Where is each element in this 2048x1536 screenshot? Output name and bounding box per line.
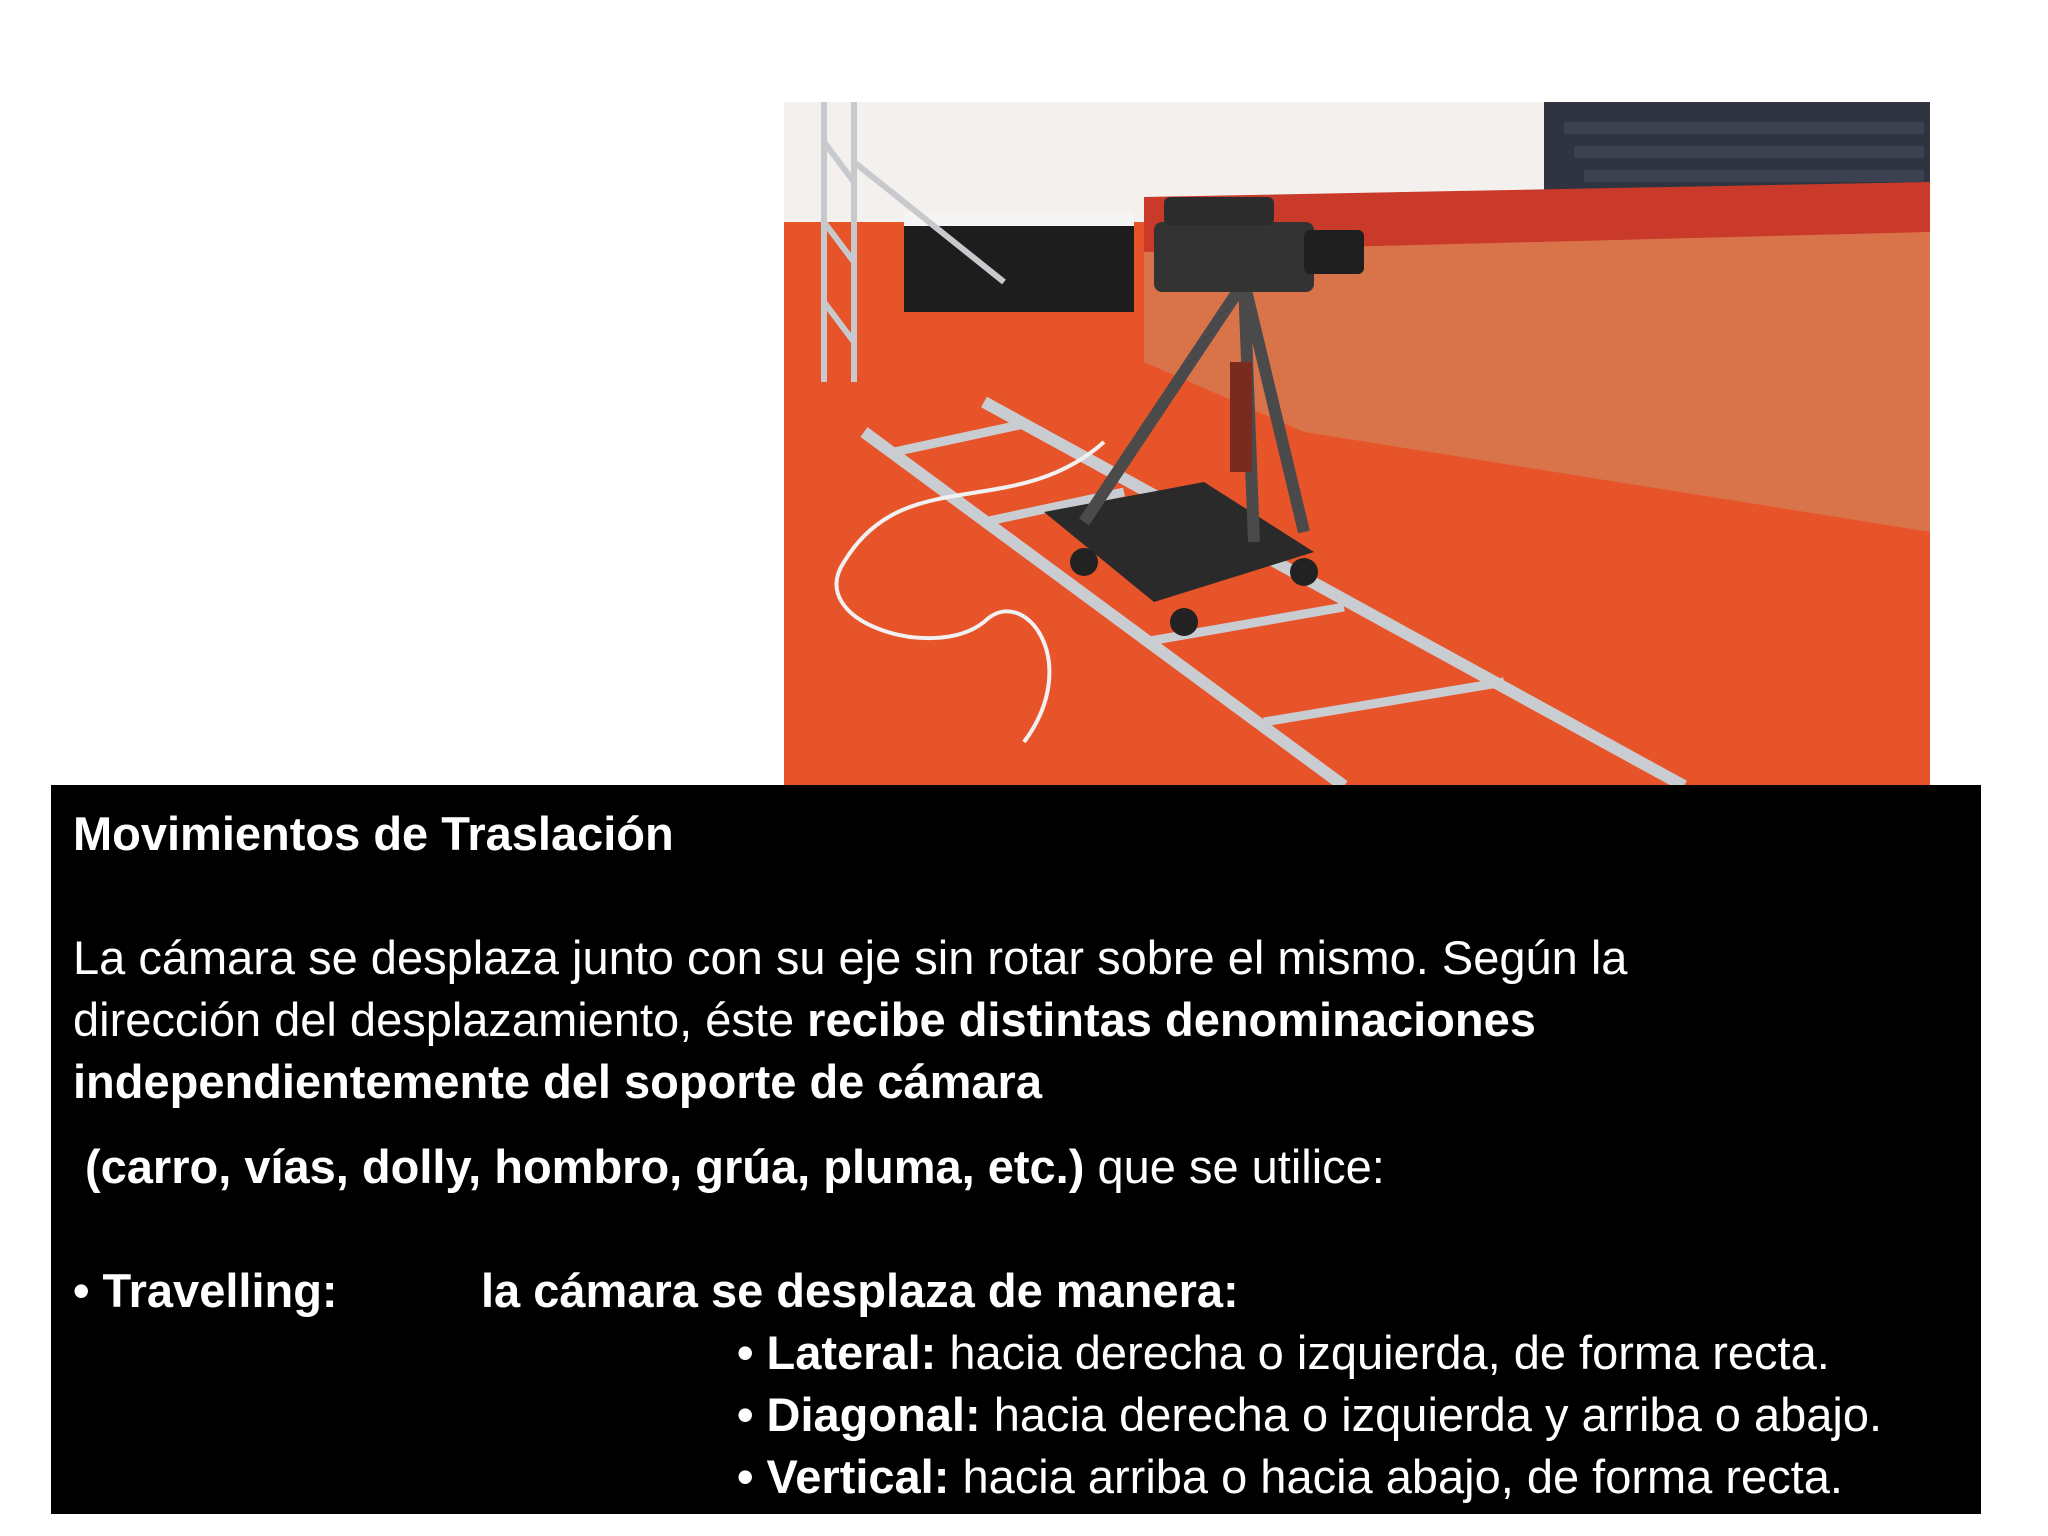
paragraph-line-2-plain: dirección del desplazamiento, éste: [73, 993, 808, 1046]
travel-item-vertical: [73, 1446, 1981, 1508]
camera-dolly-photo: [784, 102, 1930, 786]
travel-item-text: hacia derecha o izquierda, de forma recta.: [936, 1326, 1830, 1379]
travelling-description: la cámara se desplaza de manera:: [481, 1264, 1239, 1317]
travel-item-lateral: [73, 1322, 1981, 1384]
travel-item-diagonal: [73, 1384, 1981, 1446]
paragraph-line-3: independientemente del soporte de cámara: [73, 1055, 1042, 1108]
paragraph-line-4-plain: que se utilice:: [1084, 1140, 1385, 1193]
travel-item-label: • Diagonal:: [737, 1388, 981, 1441]
travelling-label: • Travelling:: [73, 1264, 338, 1317]
paragraph-line-1: La cámara se desplaza junto con su eje sin rotar sobre el mismo. Según la: [73, 931, 1628, 984]
paragraph-line-2: [73, 989, 1981, 1051]
description-panel: [51, 785, 1981, 1514]
travel-item-text: hacia derecha o izquierda y arriba o abajo.: [980, 1388, 1883, 1441]
spacer: [73, 1198, 1981, 1260]
paragraph-line-4: [73, 1136, 1981, 1198]
travelling-row: [73, 1260, 1981, 1322]
travel-item-label: • Lateral:: [737, 1326, 937, 1379]
spacer: [73, 1113, 1981, 1136]
paragraph-line-2-bold: recibe distintas denominaciones: [807, 993, 1536, 1046]
spacer: [73, 865, 1981, 927]
travel-item-text: hacia arriba o hacia abajo, de forma recta.: [949, 1450, 1843, 1503]
support-list: (carro, vías, dolly, hombro, grúa, pluma, etc.): [85, 1140, 1085, 1193]
photo-illustration: [784, 102, 1930, 786]
section-heading: Movimientos de Traslación: [73, 807, 674, 860]
travel-item-label: • Vertical:: [737, 1450, 950, 1503]
